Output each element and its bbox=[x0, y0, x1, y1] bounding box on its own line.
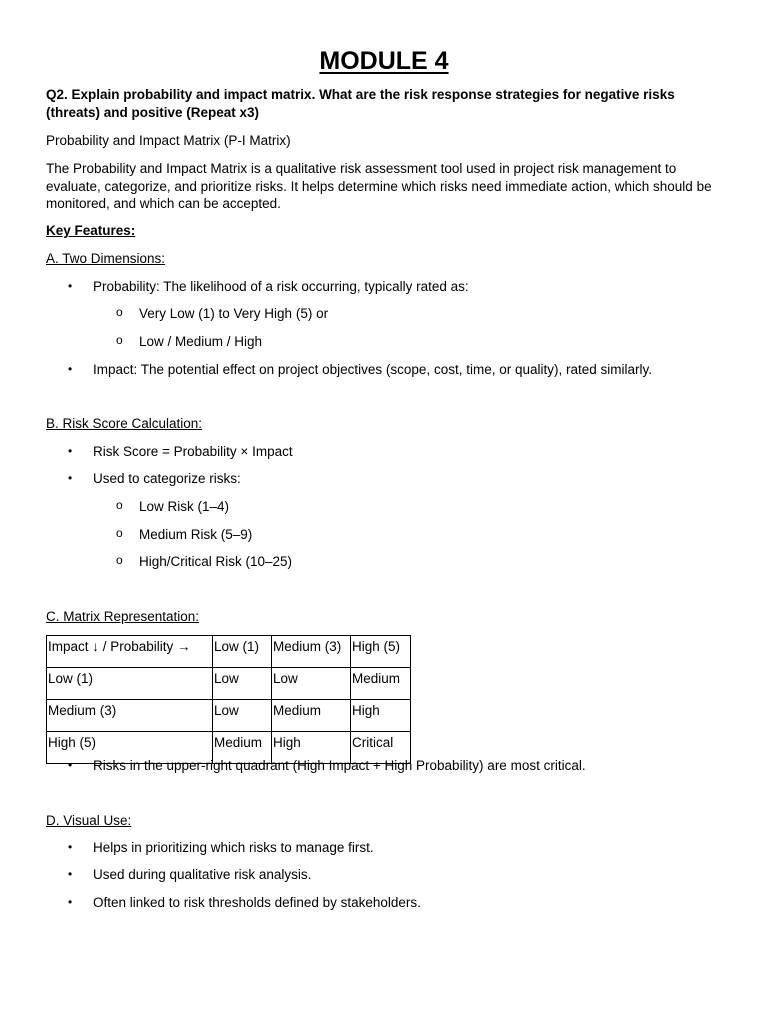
sub-bullet-marker: o bbox=[116, 333, 123, 347]
table-row bbox=[47, 700, 411, 732]
section-c-heading: C. Matrix Representation: bbox=[46, 609, 200, 624]
bullet-marker: • bbox=[68, 867, 73, 881]
table-cell: Low bbox=[272, 668, 351, 700]
table-cell: Critical bbox=[351, 732, 411, 764]
sub-bullet-marker: o bbox=[116, 498, 123, 512]
table-cell: High bbox=[272, 732, 351, 764]
section-b-heading: B. Risk Score Calculation: bbox=[46, 416, 203, 431]
table-header-cell: High (5) bbox=[351, 636, 411, 668]
bullet-marker: • bbox=[68, 471, 73, 485]
list-item-text: Probability: The likelihood of a risk occurring, typically rated as: bbox=[93, 279, 469, 294]
table-cell: Low (1) bbox=[47, 668, 213, 700]
table-cell: Low bbox=[213, 668, 272, 700]
table-cell: Medium bbox=[272, 700, 351, 732]
list-item-text: Used to categorize risks: bbox=[93, 471, 241, 486]
table-header-cell: Impact ↓ / Probability → bbox=[47, 636, 213, 668]
risk-matrix-table bbox=[46, 635, 411, 764]
table-header-cell: Low (1) bbox=[213, 636, 272, 668]
bullet-marker: • bbox=[68, 895, 73, 909]
table-cell: High bbox=[351, 700, 411, 732]
sub-list-item-text: Low Risk (1–4) bbox=[139, 499, 230, 514]
bullet-marker: • bbox=[68, 840, 73, 854]
table-cell: High (5) bbox=[47, 732, 213, 764]
sub-bullet-marker: o bbox=[116, 305, 123, 319]
table-cell: Medium bbox=[351, 668, 411, 700]
list-item-text: Used during qualitative risk analysis. bbox=[93, 867, 312, 882]
question-text: Q2. Explain probability and impact matrix. What are the risk response strategies for negative risks (threats) and positive (Repeat x3) bbox=[46, 87, 675, 120]
table-header-cell: Medium (3) bbox=[272, 636, 351, 668]
bullet-marker: • bbox=[68, 362, 73, 376]
table-cell: Medium (3) bbox=[47, 700, 213, 732]
sub-list-item-text: Very Low (1) to Very High (5) or bbox=[139, 306, 329, 321]
list-item-text: Impact: The potential effect on project objectives (scope, cost, time, or quality), rated similarly. bbox=[93, 362, 652, 377]
sub-list-item-text: Low / Medium / High bbox=[139, 334, 263, 349]
sub-list-item-text: Medium Risk (5–9) bbox=[139, 527, 253, 542]
bullet-marker: • bbox=[68, 444, 73, 458]
bullet-marker: • bbox=[68, 279, 73, 293]
intro-paragraph: The Probability and Impact Matrix is a qualitative risk assessment tool used in project risk management to evaluate, categorize, and prioritize risks. It helps determine which risks need immediate action, which should be monitored, and which can be accepted. bbox=[46, 161, 712, 211]
list-item-text: Often linked to risk thresholds defined by stakeholders. bbox=[93, 895, 421, 910]
sub-list-item-text: High/Critical Risk (10–25) bbox=[139, 554, 293, 569]
table-header-row bbox=[47, 636, 411, 668]
list-item-text: Risks in the upper-right quadrant (High Impact + High Probability) are most critical. bbox=[93, 758, 586, 773]
table-cell: Medium bbox=[213, 732, 272, 764]
key-features-heading: Key Features: bbox=[46, 223, 136, 238]
table-row bbox=[47, 668, 411, 700]
list-item-text: Helps in prioritizing which risks to manage first. bbox=[93, 840, 374, 855]
section-a-heading: A. Two Dimensions: bbox=[46, 251, 166, 266]
list-item-text: Risk Score = Probability × Impact bbox=[93, 444, 293, 459]
bullet-marker: • bbox=[68, 758, 73, 772]
sub-bullet-marker: o bbox=[116, 553, 123, 567]
subtitle-text: Probability and Impact Matrix (P-I Matrix) bbox=[46, 133, 291, 148]
table-cell: Low bbox=[213, 700, 272, 732]
sub-bullet-marker: o bbox=[116, 526, 123, 540]
section-d-heading: D. Visual Use: bbox=[46, 813, 132, 828]
page-title: MODULE 4 bbox=[319, 47, 449, 75]
